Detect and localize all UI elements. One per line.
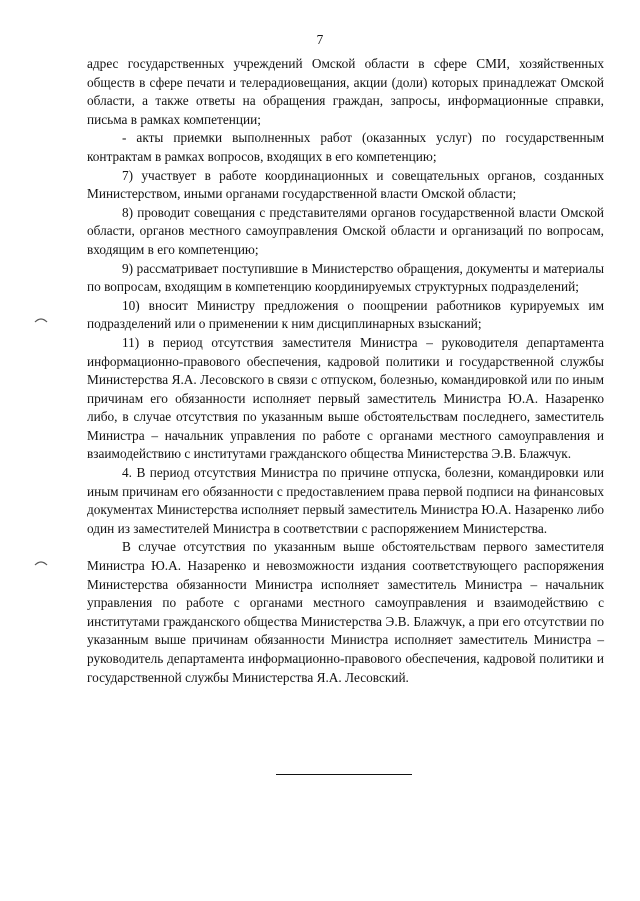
closing-rule <box>276 774 412 775</box>
paragraph-4: 8) проводит совещания с представителями органов государственной власти Омской области, органов местного самоуправления Омской области и организаций по вопросам, входящим в его компетенцию; <box>87 204 604 257</box>
paragraph-9: В случае отсутствия по указанным выше обстоятельствам первого заместителя Министра Ю.А. Назаренко и невозможности издания соответствующего распоряжения Министерства обязанности Министра исполняет заместитель Министра – начальник управления по работе с органами местного самоуправления и взаимодействию с институтами гражданского общества Министерства Э.В. Блажчук, а при его отсутствии по указанным выше причинам обязанности Министра исполняет заместитель Министра – руководитель департамента информационно-правового обеспечения, кадровой политики и государственной службы Министерства Я.А. Лесовский. <box>87 539 604 685</box>
document-body <box>87 55 604 687</box>
paragraph-1: адрес государственных учреждений Омской области в сфере СМИ, хозяйственных обществ в сфере печати и телерадиовещания, акции (доли) которых принадлежат Омской области, а также ответы на обращения граждан, запросы, информационные справки, письма в рамках компетенции; <box>87 56 604 127</box>
paragraph-2: - акты приемки выполненных работ (оказанных услуг) по государственным контрактам в рамках вопросов, входящих в его компетенцию; <box>87 130 604 164</box>
paragraph-5: 9) рассматривает поступившие в Министерство обращения, документы и материалы по вопросам, входящим в компетенцию координируемых структурных подразделений; <box>87 260 604 295</box>
scan-mark <box>34 560 48 566</box>
paragraph-6: 10) вносит Министру предложения о поощрении работников курируемых им подразделений или о применении к ним дисциплинарных взысканий; <box>87 297 604 332</box>
paragraph-7: 11) в период отсутствия заместителя Министра – руководителя департамента информационно-правового обеспечения, кадровой политики и государственной службы Министерства Я.А. Лесовского в связи с отпуском, болезнью, командировкой или по иным причинам его обязанности исполняет первый заместитель Министра Ю.А. Назаренко либо, в случае отсутствия по указанным выше обстоятельствам последнего, заместитель Министра – начальник управления по работе с органами местного самоуправления и взаимодействию с институтами гражданского общества Министерства Э.В. Блажчук. <box>87 334 604 462</box>
paragraph-3: 7) участвует в работе координационных и совещательных органов, созданных Министерством, иными органами государственной власти Омской области; <box>87 167 604 202</box>
page-number: 7 <box>316 32 324 47</box>
scan-mark <box>34 317 48 323</box>
paragraph-8: 4. В период отсутствия Министра по причине отпуска, болезни, командировки или иным причинам его обязанности с предоставлением права первой подписи на финансовых документах Министерства исполняет первый заместитель Министра Ю.А. Назаренко либо один из заместителей Министра в соответствии с распоряжением Министерства. <box>87 465 604 536</box>
